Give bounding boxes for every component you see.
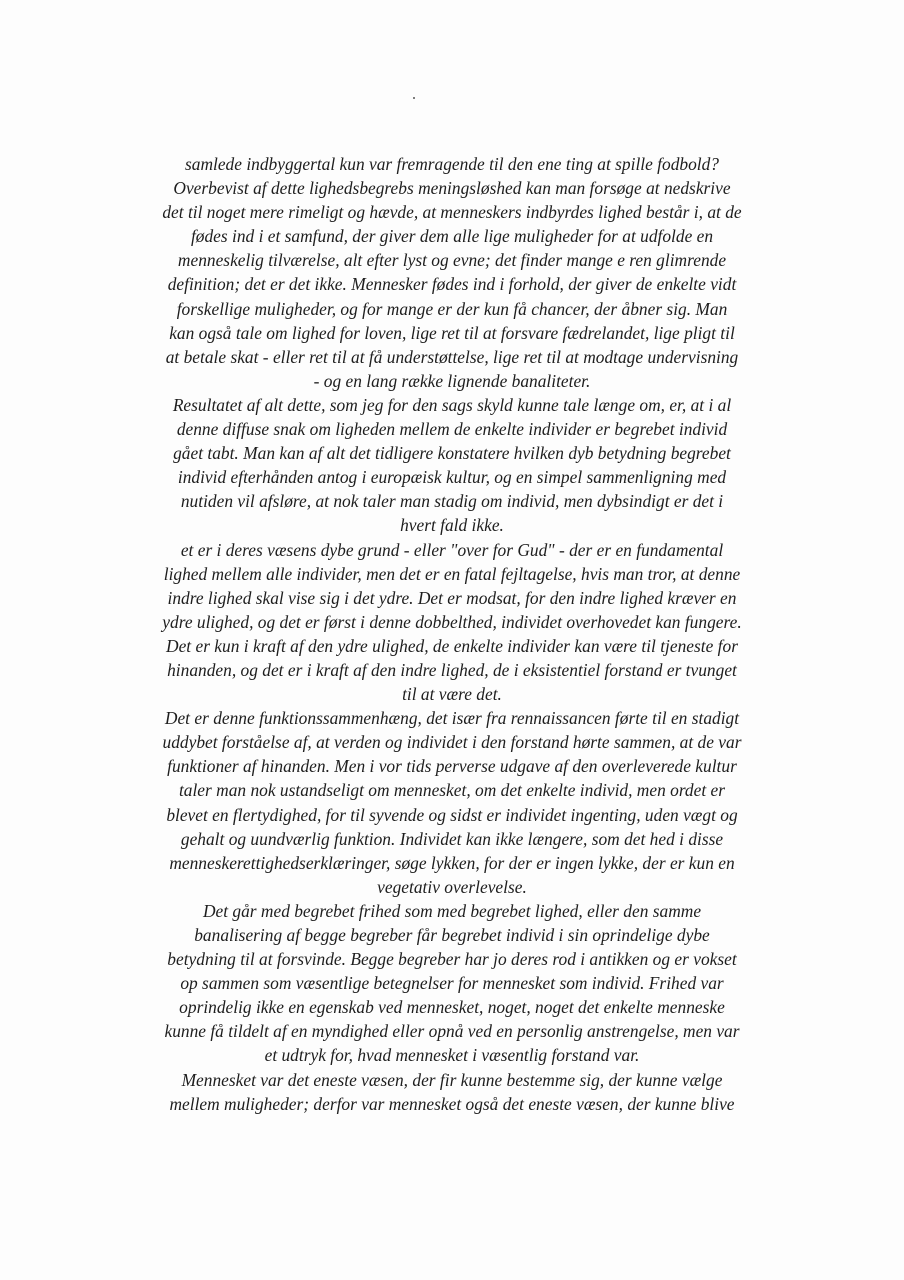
body-text bbox=[96, 152, 808, 1116]
text-line: funktioner af hinanden. Men i vor tids perverse udgave af den overleverede kultur bbox=[167, 756, 737, 777]
text-line: Resultatet af alt dette, som jeg for den sags skyld kunne tale længe om, er, at i al bbox=[172, 394, 732, 415]
text-line: fødes ind i et samfund, der giver dem alle lige muligheder for at udfolde en bbox=[190, 226, 714, 247]
text-line: Overbevist af dette lighedsbegrebs meningsløshed kan man forsøge at nedskrive bbox=[173, 178, 731, 199]
text-line: - og en lang række lignende banaliteter. bbox=[313, 370, 591, 391]
text-line: Det er kun i kraft af den ydre ulighed, de enkelte individer kan være til tjeneste for bbox=[166, 635, 738, 656]
text-line: at betale skat - eller ret til at få understøttelse, lige ret til at modtage undervisning bbox=[165, 346, 739, 367]
text-line: samlede indbyggertal kun var fremragende til den ene ting at spille fodbold? bbox=[184, 154, 720, 174]
text-line: hinanden, og det er i kraft af den indre lighed, de i eksistentiel forstand er tvunget bbox=[167, 659, 737, 680]
text-line: lighed mellem alle individer, men det er en fatal fejltagelse, hvis man tror, at denne bbox=[163, 563, 741, 584]
text-line: uddybet forståelse af, at verden og individet i den forstand hørte sammen, at de var bbox=[162, 732, 742, 753]
text-line: et er i deres væsens dybe grund - eller "over for Gud" - der er en fundamental bbox=[180, 539, 724, 560]
text-line: blevet en flertydighed, for til syvende og sidst er individet ingenting, uden vægt og bbox=[166, 804, 738, 825]
text-line: indre lighed skal vise sig i det ydre. Det er modsat, for den indre lighed kræver en bbox=[167, 587, 737, 608]
scan-speck bbox=[413, 97, 415, 99]
text-line: op sammen som væsentlige betegnelser for mennesket som individ. Frihed var bbox=[180, 973, 724, 994]
text-line: Det er denne funktionssammenhæng, det især fra rennaissancen førte til en stadigt bbox=[164, 708, 740, 729]
text-line: gehalt og uundværlig funktion. Individet kan ikke længere, som det hed i disse bbox=[180, 828, 724, 849]
text-line: det til noget mere rimeligt og hævde, at menneskers indbyrdes lighed består i, at de bbox=[162, 202, 742, 223]
text-line: nutiden vil afsløre, at nok taler man stadig om individ, men dybsindigt er det i bbox=[180, 491, 724, 512]
text-line: betydning til at forsvinde. Begge begreber har jo deres rod i antikken og er vokset bbox=[167, 949, 737, 970]
text-line: taler man nok ustandseligt om mennesket, om det enkelte individ, men ordet er bbox=[178, 780, 726, 801]
text-line: forskellige muligheder, og for mange er der kun få chancer, der åbner sig. Man bbox=[176, 298, 728, 319]
text-line: oprindelig ikke en egenskab ved mennesket, noget, noget det enkelte menneske bbox=[179, 997, 725, 1018]
text-line: ydre ulighed, og det er først i denne dobbelthed, individet overhovedet kan fungere. bbox=[162, 611, 742, 632]
text-line: et udtryk for, hvad mennesket i væsentlig forstand var. bbox=[264, 1045, 640, 1066]
text-line: definition; det er det ikke. Mennesker fødes ind i forhold, der giver de enkelte vidt bbox=[167, 274, 737, 295]
text-line: kan også tale om lighed for loven, lige ret til at forsvare fædrelandet, lige pligt til bbox=[169, 322, 735, 343]
text-line: vegetativ overlevelse. bbox=[377, 876, 527, 897]
text-line: menneskelig tilværelse, alt efter lyst og evne; det finder mange e ren glimrende bbox=[177, 250, 727, 271]
text-line: menneskerettighedserklæringer, søge lykken, for der er ingen lykke, der er kun en bbox=[169, 852, 735, 873]
text-line: gået tabt. Man kan af alt det tidligere konstatere hvilken dyb betydning begrebet bbox=[173, 443, 731, 464]
text-line: Det går med begrebet frihed som med begrebet lighed, eller den samme bbox=[202, 900, 702, 921]
text-line: Mennesket var det eneste væsen, der fir kunne bestemme sig, der kunne vælge bbox=[181, 1069, 723, 1090]
text-line: banalisering af begge begreber får begrebet individ i sin oprindelige dybe bbox=[194, 925, 710, 945]
text-line: hvert fald ikke. bbox=[400, 515, 504, 536]
text-line: denne diffuse snak om ligheden mellem de enkelte individer er begrebet individ bbox=[176, 419, 728, 440]
text-line: til at være det. bbox=[402, 684, 502, 705]
text-line: kunne få tildelt af en myndighed eller opnå ved en personlig anstrengelse, men var bbox=[164, 1021, 740, 1042]
text-line: mellem muligheder; derfor var mennesket også det eneste væsen, der kunne blive bbox=[169, 1093, 735, 1114]
text-line: individ efterhånden antog i europæisk kultur, og en simpel sammenligning med bbox=[177, 467, 727, 488]
